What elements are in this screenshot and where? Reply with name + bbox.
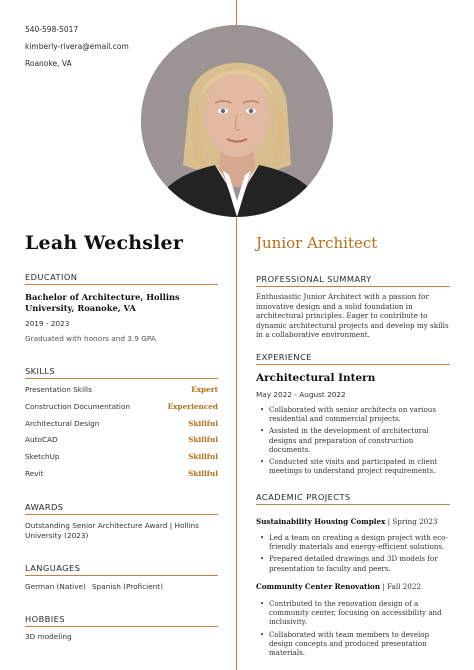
skill-level: Expert [191,385,218,394]
list-item: • Prepared detailed drawings and 3D models for presentation to faculty and peers. [256,554,452,572]
experience-dates: May 2022 - August 2022 [256,390,346,399]
skill-name: Construction Documentation [25,402,131,411]
list-item: • Contributed to the renovation design of a community center, focusing on accessibility and inclusivity. [256,599,452,627]
hobbies-heading: HOBBIES [25,614,65,624]
language-item: German (Native) [25,582,86,591]
contact-phone: 540-598-5017 [25,25,79,34]
experience-job-title: Architectural Intern [256,372,376,384]
projects-heading: ACADEMIC PROJECTS [256,492,351,502]
summary-rule [256,286,450,287]
project-name: Sustainability Housing Complex [256,517,386,526]
education-dates: 2019 - 2023 [25,319,70,328]
skill-level: Skillful [188,469,218,478]
awards-heading: AWARDS [25,502,64,512]
list-item: • Conducted site visits and participated in client meetings to understand project requirements. [256,457,452,475]
hobbies-rule [25,626,218,627]
project-header [256,517,437,526]
project-header [256,582,421,591]
education-note: Graduated with honors and 3.9 GPA [25,334,156,343]
project-bullets [256,533,452,576]
list-item: • Assisted in the development of architectural designs and preparation of construction documents. [256,426,452,454]
awards-rule [25,514,218,515]
education-heading: EDUCATION [25,272,78,282]
award-item: Outstanding Senior Architecture Award | Hollins University (2023) [25,521,199,540]
projects-rule [256,504,450,505]
skill-name: Architectural Design [25,419,100,428]
hobby-item: 3D modeling [25,632,72,641]
summary-heading: PROFESSIONAL SUMMARY [256,274,372,284]
experience-bullets [256,405,452,478]
project-term: | Fall 2022 [380,582,422,591]
skill-level: Experienced [167,402,218,411]
list-item: • Collaborated with team members to develop design concepts and produced presentation materials. [256,630,452,658]
list-item: • Led a team on creating a design project with eco-friendly materials and energy-efficient solutions. [256,533,452,551]
experience-heading: EXPERIENCE [256,352,312,362]
skills-rule [25,378,218,379]
profile-photo [141,25,333,217]
skill-level: Skillful [188,452,218,461]
education-degree: Bachelor of Architecture, Hollins University, Roanoke, VA [25,292,180,313]
skills-heading: SKILLS [25,366,56,376]
summary-text: Enthusiastic Junior Architect with a passion for innovative design and a solid foundation in architectural principles. Eager to contribute to dynamic architectural projects and develop my skills in a collaborative environment. [256,292,449,340]
project-name: Community Center Renovation [256,582,381,591]
skill-level: Skillful [188,419,218,428]
language-item: Spanish (Proficient) [92,582,164,591]
education-rule [25,284,218,285]
candidate-name: Leah Wechsler [25,232,184,254]
skill-name: Presentation Skills [25,385,92,394]
contact-location: Roanoke, VA [25,59,72,68]
list-item: • Collaborated with senior architects on various residential and commercial projects. [256,405,452,423]
languages-rule [25,575,218,576]
project-term: | Spring 2023 [385,517,438,526]
job-role-title: Junior Architect [256,234,378,252]
skill-name: AutoCAD [25,435,58,444]
skill-name: SketchUp [25,452,60,461]
skill-name: Revit [25,469,44,478]
experience-rule [256,364,450,365]
skill-level: Skillful [188,435,218,444]
languages-heading: LANGUAGES [25,563,81,573]
project-bullets [256,599,452,660]
contact-email: kimberly-rivera@email.com [25,42,129,51]
portrait-image [141,25,333,217]
